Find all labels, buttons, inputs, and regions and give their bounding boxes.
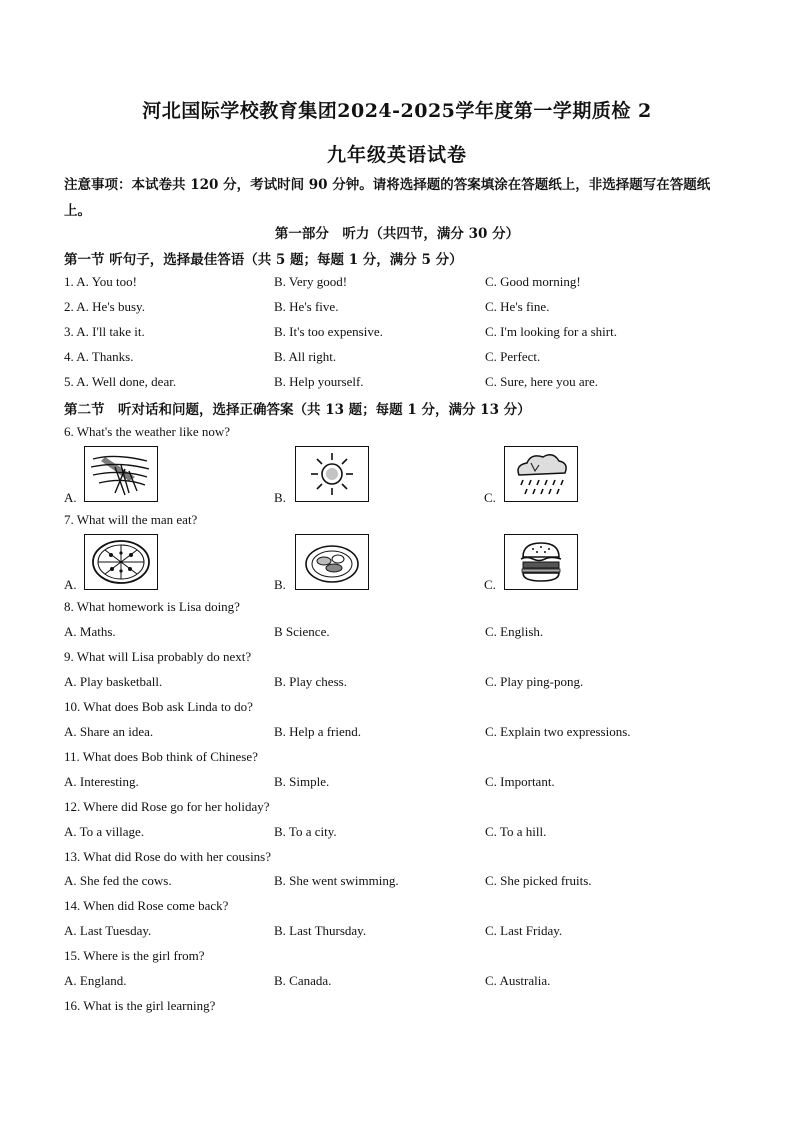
option-c[interactable]: C. Explain two expressions. [485,724,631,739]
option-a[interactable]: A. Last Tuesday. [64,923,152,938]
option-b[interactable]: B Science. [274,624,330,639]
question-text: 9. What will Lisa probably do next? [64,649,252,664]
option-c[interactable]: C. To a hill. [485,824,547,839]
option-a[interactable]: A. England. [64,973,127,988]
option-b[interactable]: B. To a city. [274,824,337,839]
option-a[interactable]: 2. A. He's busy. [64,299,145,314]
option-b[interactable]: B. Help a friend. [274,724,362,739]
option-b[interactable]: B. [274,577,286,592]
option-b[interactable]: B. Canada. [274,973,332,988]
question-text: 12. Where did Rose go for her holiday? [64,799,270,814]
question-row [64,674,744,694]
option-a[interactable]: 5. A. Well done, dear. [64,374,177,389]
question-row [64,724,744,744]
option-a[interactable]: A. Share an idea. [64,724,154,739]
question-row [64,349,744,369]
question-text: 8. What homework is Lisa doing? [64,599,240,614]
option-c[interactable]: C. English. [485,624,544,639]
option-b[interactable]: B. It's too expensive. [274,324,383,339]
rain-cloud-icon[interactable] [504,446,578,502]
question-text: 15. Where is the girl from? [64,948,205,963]
option-c[interactable]: C. Australia. [485,973,551,988]
option-a[interactable]: A. [64,490,77,505]
question-row [64,824,744,844]
option-b[interactable]: B. She went swimming. [274,873,399,888]
question-row [64,923,744,943]
question-text: 13. What did Rose do with her cousins? [64,849,272,864]
question-row [64,774,744,794]
question-row [64,374,744,394]
windy-icon[interactable] [84,446,158,502]
part1-title: 第一部分 听力（共四节，满分 30 分） [274,226,520,242]
question-row [64,324,744,344]
question-text: 11. What does Bob think of Chinese? [64,749,258,764]
option-c[interactable]: C. I'm looking for a shirt. [485,324,617,339]
question-text: 14. When did Rose come back? [64,898,229,913]
option-c[interactable]: C. Last Friday. [485,923,563,938]
option-a[interactable]: 4. A. Thanks. [64,349,134,364]
question-text: 6. What's the weather like now? [64,424,230,439]
question-text: 10. What does Bob ask Linda to do? [64,699,253,714]
option-c[interactable]: C. [484,577,496,592]
exam-notice: 注意事项：本试卷共 120 分，考试时间 90 分钟。请将选择题的答案填涂在答题纸上，非选择题写在答题纸上。 [64,177,711,219]
exam-title: 河北国际学校教育集团2024-2025学年度第一学期质检 2 [142,100,652,122]
option-a[interactable]: A. Interesting. [64,774,139,789]
question-row [64,873,744,893]
option-c[interactable]: C. [484,490,496,505]
pizza-icon[interactable] [84,534,158,590]
sun-icon[interactable] [295,446,369,502]
option-b[interactable]: B. [274,490,286,505]
question-text: 16. What is the girl learning? [64,998,216,1013]
question-row [64,973,744,993]
option-c[interactable]: C. Good morning! [485,274,581,289]
option-b[interactable]: B. Help yourself. [274,374,364,389]
option-a[interactable]: A. To a village. [64,824,145,839]
option-a[interactable]: A. She fed the cows. [64,873,172,888]
hamburger-icon[interactable] [504,534,578,590]
option-a[interactable]: A. [64,577,77,592]
section2-title: 第二节 听对话和问题，选择正确答案（共 13 题；每题 1 分，满分 13 分） [64,402,531,418]
question-row [64,624,744,644]
section1-title: 第一节 听句子，选择最佳答语（共 5 题；每题 1 分，满分 5 分） [64,252,463,268]
option-b[interactable]: B. He's five. [274,299,339,314]
option-a[interactable]: A. Play basketball. [64,674,163,689]
option-b[interactable]: B. Last Thursday. [274,923,367,938]
exam-subtitle: 九年级英语试卷 [326,144,467,166]
option-c[interactable]: C. Sure, here you are. [485,374,598,389]
option-c[interactable]: C. He's fine. [485,299,550,314]
option-b[interactable]: B. Very good! [274,274,348,289]
option-a[interactable]: 3. A. I'll take it. [64,324,145,339]
option-a[interactable]: 1. A. You too! [64,274,137,289]
option-c[interactable]: C. Perfect. [485,349,541,364]
salad-plate-icon[interactable] [295,534,369,590]
question-text: 7. What will the man eat? [64,512,198,527]
option-b[interactable]: B. All right. [274,349,337,364]
question-row [64,299,744,319]
option-a[interactable]: A. Maths. [64,624,116,639]
option-b[interactable]: B. Play chess. [274,674,347,689]
option-c[interactable]: C. Play ping-pong. [485,674,584,689]
option-c[interactable]: C. She picked fruits. [485,873,592,888]
question-row [64,274,744,294]
option-b[interactable]: B. Simple. [274,774,330,789]
option-c[interactable]: C. Important. [485,774,555,789]
